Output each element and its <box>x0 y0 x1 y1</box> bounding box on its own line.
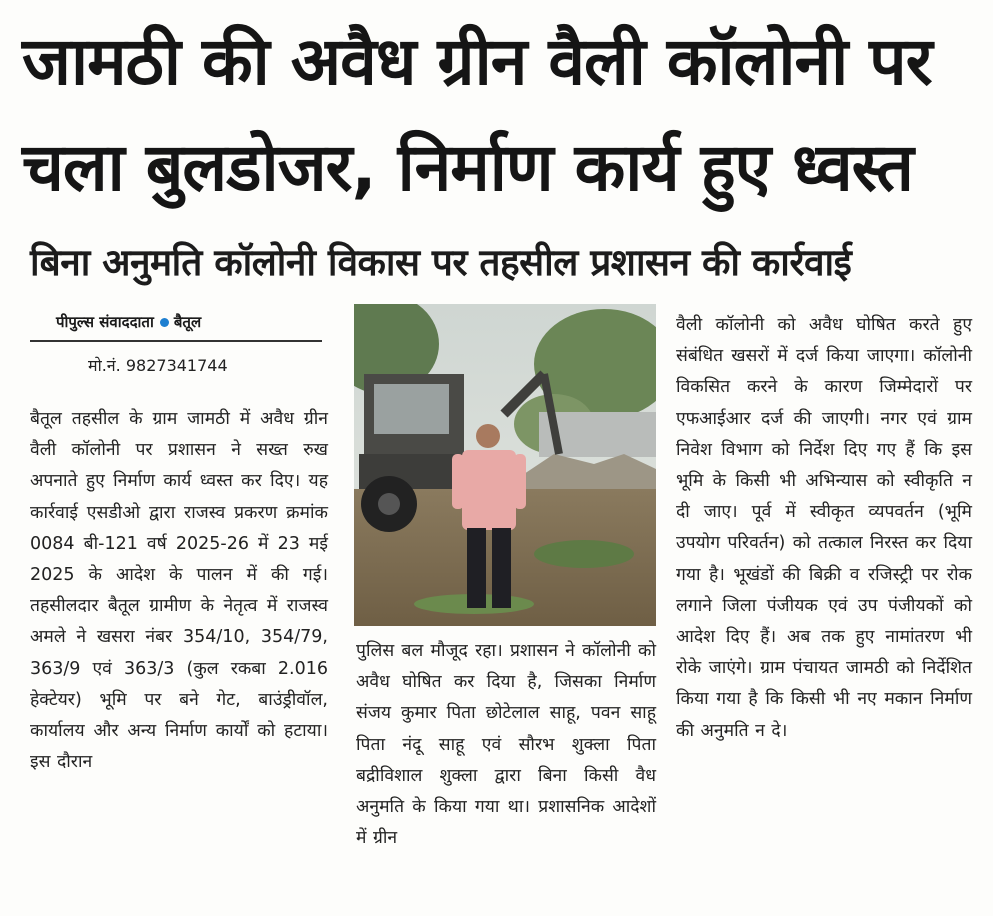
reporter-phone: मो.नं. 9827341744 <box>88 356 228 375</box>
byline <box>56 312 326 332</box>
dateline-location: बैतूल <box>173 313 202 331</box>
headline-line-2: चला बुलडोजर, निर्माण कार्य हुए ध्वस्त <box>22 129 913 206</box>
news-photo <box>354 304 656 626</box>
article-column-2: पुलिस बल मौजूद रहा। प्रशासन ने कॉलोनी को अवैध घोषित कर दिया है, जिसका निर्माण संजय कुमार पिता छोटेलाल साहू, पवन साहू पिता नंदू साहू एवं सौरभ शुक्ला पिता बद्रीविशाल शुक्ला द्वारा बिना किसी वैध अनुमति के किया गया था। प्रशासनिक आदेशों में ग्रीन <box>356 641 656 849</box>
subheadline: बिना अनुमति कॉलोनी विकास पर तहसील प्रशासन की कार्रवाई <box>30 241 852 284</box>
headline-line-1: जामठी की अवैध ग्रीन वैली कॉलोनी पर <box>22 23 932 100</box>
bullet-dot-icon <box>160 318 169 327</box>
byline-divider <box>30 340 322 342</box>
reporter-name: पीपुल्स संवाददाता <box>56 313 154 331</box>
article-column-1: बैतूल तहसील के ग्राम जामठी में अवैध ग्रीन वैली कॉलोनी पर प्रशासन ने सख्त रुख अपनाते हुए निर्माण कार्य ध्वस्त कर दिए। यह कार्रवाई एसडीओ द्वारा राजस्व प्रकरण क्रमांक 0084 बी-121 वर्ष 2025-26 में 23 मई 2025 के आदेश के पालन में की गई। तहसीलदार बैतूल ग्रामीण के नेतृत्व में राजस्व अमले ने खसरा नंबर 354/10, 354/79, 363/9 एवं 363/3 (कुल रकबा 2.016 हेक्टेयर) भूमि पर बने गेट, बाउंड्रीवॉल, कार्यालय और अन्य निर्माण कार्यों को हटाया। इस दौरान <box>30 409 328 773</box>
article-column-3: वैली कॉलोनी को अवैध घोषित करते हुए संबंधित खसरों में दर्ज किया जाएगा। कॉलोनी विकसित करने के कारण जिम्मेदारों पर एफआईआर दर्ज की जाएगी। नगर एवं ग्राम निवेश विभाग को निर्देश दिए गए हैं कि इस भूमि के किसी भी अभिन्यास को स्वीकृति न दी जाए। पूर्व में स्वीकृत व्यपवर्तन (भूमि उपयोग परिवर्तन) को तत्काल निरस्त कर दिया गया है। भूखंडों की बिक्री व रजिस्ट्री पर रोक लगाने जिला पंजीयक एवं उप पंजीयकों को आदेश दिए हैं। अब तक हुए नामांतरण भी रोके जाएंगे। ग्राम पंचायत जामठी को निर्देशित किया गया है कि किसी भी नए मकान निर्माण की अनुमति न दे। <box>676 315 972 741</box>
